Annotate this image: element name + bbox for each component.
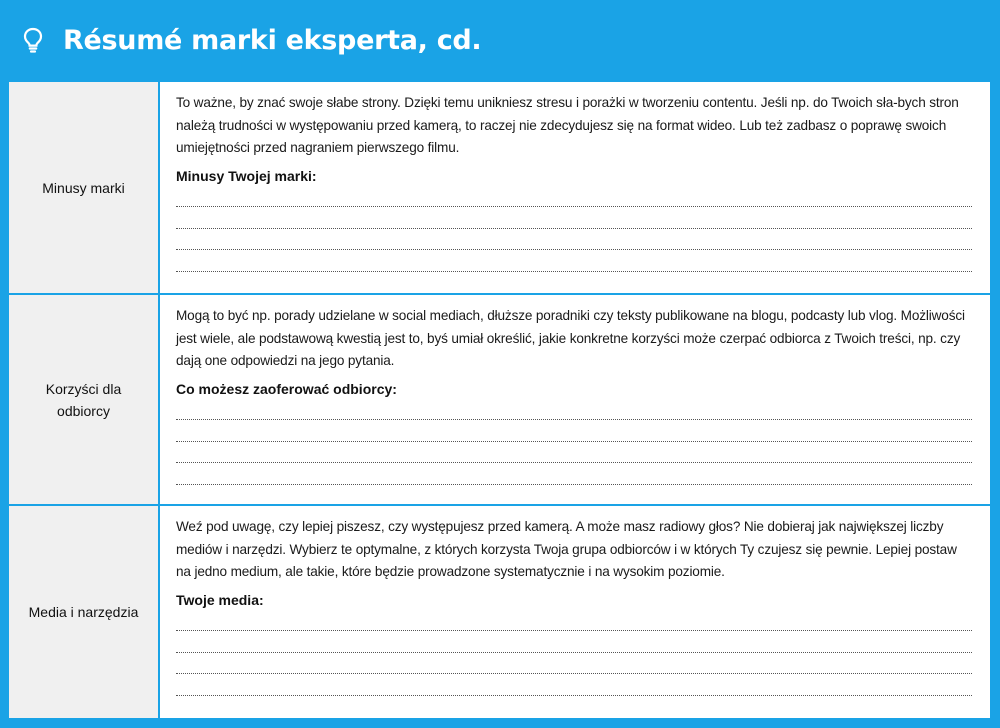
- row-content: [160, 82, 990, 294]
- row-label: Minusy marki: [9, 82, 158, 294]
- fill-line[interactable]: [176, 399, 972, 421]
- page-header: [0, 0, 1000, 82]
- row-content: [160, 506, 990, 718]
- row-prompt: Co możesz zaoferować odbiorcy:: [176, 380, 397, 397]
- fill-line[interactable]: [176, 610, 972, 632]
- table-row-minuses: [9, 82, 990, 294]
- row-prompt: Minusy Twojej marki:: [176, 167, 317, 184]
- fill-line[interactable]: [176, 229, 972, 251]
- fill-line[interactable]: [176, 631, 972, 653]
- fill-line[interactable]: [176, 186, 972, 208]
- row-content: [160, 295, 990, 505]
- fill-line[interactable]: [176, 463, 972, 485]
- fill-line[interactable]: [176, 674, 972, 696]
- row-prompt: Twoje media:: [176, 591, 264, 608]
- table-row-benefits: [9, 295, 990, 505]
- page-title: Résumé marki eksperta, cd.: [63, 25, 482, 56]
- fill-line[interactable]: [176, 207, 972, 229]
- fill-line[interactable]: [176, 250, 972, 272]
- row-description: Weź pod uwagę, czy lepiej piszesz, czy występujesz przed kamerą. A może masz radiowy głos? Nie dobieraj jak największej liczby mediów i narzędzi. Wybierz te optymalne, z których korzysta Twoja grupa odbiorców i w których Ty czujesz się pewnie. Lepiej postaw na jedno medium, ale takie, które będzie prowadzone systematycznie i na wysokim poziomie.: [176, 519, 957, 579]
- brand-summary-table: [9, 82, 990, 718]
- fill-line[interactable]: [176, 442, 972, 464]
- lightbulb-icon: [22, 27, 44, 53]
- row-label: Korzyści dla odbiorcy: [9, 295, 158, 505]
- row-description: Mogą to być np. porady udzielane w social mediach, dłuższe poradniki czy teksty publikowane na blogu, podcasty lub vlog. Możliwości jest wiele, ale podstawową kwestią jest to, byś umiał określić, jakie konkretne korzyści może czerpać odbiorca z Twoich treści, np. czy dają one odpowiedzi na jego pytania.: [176, 308, 965, 368]
- row-description: To ważne, by znać swoje słabe strony. Dzięki temu unikniesz stresu i porażki w tworzeniu contentu. Jeśli np. do Twoich sła-bych stron należą trudności w występowaniu przed kamerą, to raczej nie zdecydujesz się na format wideo. Lub też zadbasz o poprawę swoich umiejętności przed nagraniem pierwszego filmu.: [176, 95, 959, 155]
- table-row-media: [9, 506, 990, 718]
- row-label: Media i narzędzia: [9, 506, 158, 718]
- fill-line[interactable]: [176, 653, 972, 675]
- table-frame: [0, 82, 1000, 728]
- fill-line[interactable]: [176, 420, 972, 442]
